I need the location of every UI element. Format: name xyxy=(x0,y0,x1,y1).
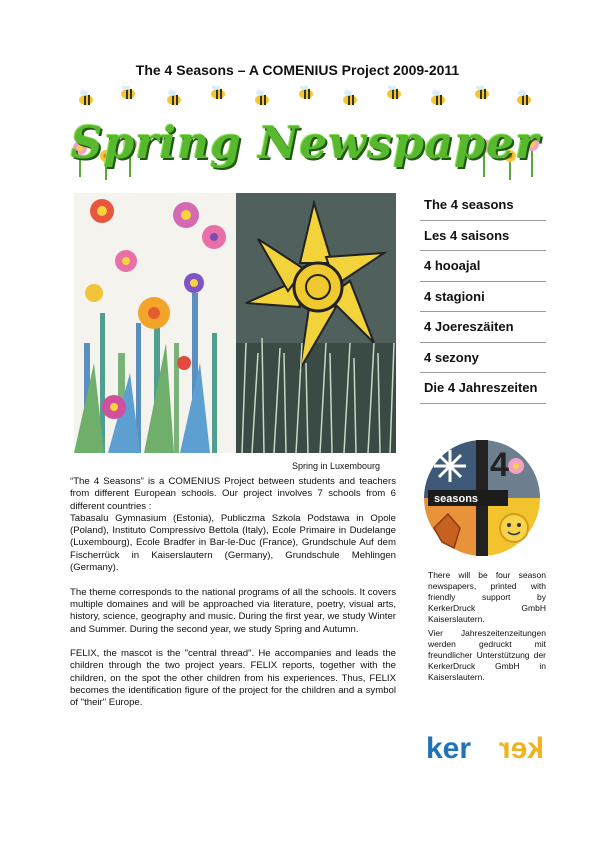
article-body xyxy=(70,476,396,722)
project-title: The 4 Seasons – A COMENIUS Project 2009-2011 xyxy=(135,62,460,78)
sun-icon xyxy=(500,514,528,542)
language-item-it: 4 stagioni xyxy=(420,282,546,313)
article-intro: “The 4 Seasons” is a COMENIUS Project between students and teachers from different European schools. Our project involves 7 schools from 6 different countries : xyxy=(70,476,396,512)
article-mascot: FELIX, the mascot is the "central thread". He accompanies and leads the children through the two project years. FELIX reports, together with the children, on the spot the other children from his experiences. Thus, FELIX becomes the identification figure of the project for the children and a symbol of "their" Europe. xyxy=(70,648,396,709)
flower-icon xyxy=(508,458,524,474)
language-item-en: The 4 seasons xyxy=(420,190,546,221)
language-list xyxy=(420,190,546,404)
sponsor-note-en: There will be four season newspapers, printed with friendly support by KerkerDruck GmbH Kaiserslautern. xyxy=(428,570,546,624)
spring-artwork-image xyxy=(74,193,396,453)
sponsor-note-de: Vier Jahreszeitenzeitungen werden gedruckt mit freundlicher Unterstützung der KerkerDruck GmbH in Kaiserslautern. xyxy=(428,628,546,682)
kerker-logo-right: ker xyxy=(498,732,544,764)
language-item-et: 4 hooajal xyxy=(420,251,546,282)
kerker-logo xyxy=(424,730,548,764)
masthead-title: Spring Newspaper xyxy=(70,118,540,169)
kerker-logo-left: ker xyxy=(426,732,472,764)
language-item-fr: Les 4 saisons xyxy=(420,221,546,252)
language-item-de: Die 4 Jahreszeiten xyxy=(420,373,546,404)
article-theme: The theme corresponds to the national programs of all the schools. It covers multiple domaines and will be approached via literature, poetry, visual arts, history, science, geography and music. During the first year, we study Winter and Summer. During the second year, we study Spring and Autumn. xyxy=(70,586,396,635)
article-schools: Tabasalu Gymnasium (Estonia), Publiczma Szkola Podstawa in Opole (Poland), Instituto Compressivo Bettola (Italy), Ecole Primaire in Dudelange (Luxembourg), Ecole Bradfer in Bar-le-Duc (France), Grundschule Auf dem Fischerrück in Kaiserslautern (Germany), Grundschule Mehlingen (Germany). xyxy=(70,512,396,574)
language-item-lb: 4 Joereszäiten xyxy=(420,312,546,343)
bee-row xyxy=(79,86,531,105)
seasons-logo-word: seasons xyxy=(434,493,479,505)
four-seasons-logo xyxy=(420,436,544,560)
image-caption: Spring in Luxembourg xyxy=(292,461,381,471)
language-item-pl: 4 sezony xyxy=(420,343,546,374)
seasons-logo-digit: 4 xyxy=(490,446,509,484)
